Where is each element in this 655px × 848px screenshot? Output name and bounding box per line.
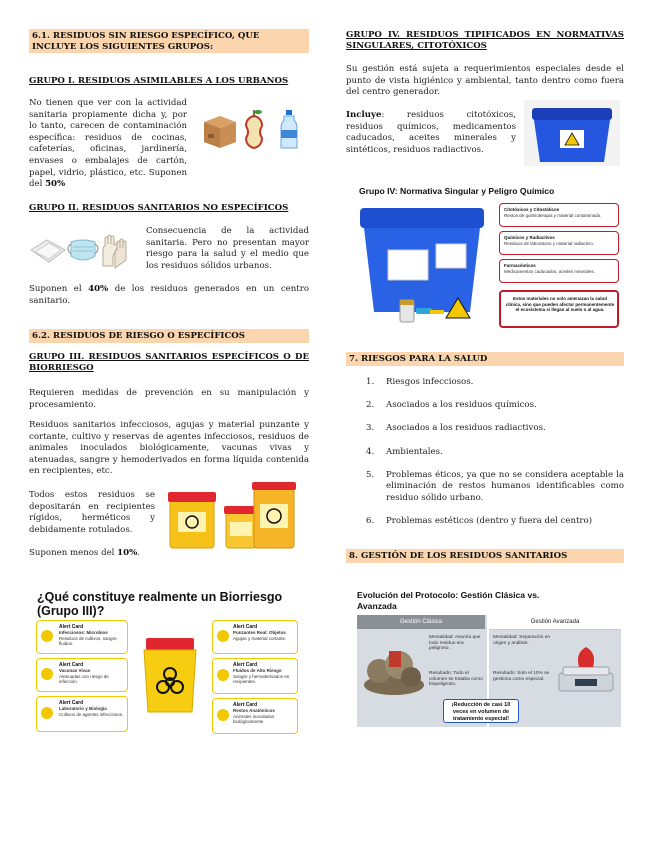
alert-card-anatomical: Alert Card Restos Anatómicos Animales inoculados biológicamente. bbox=[212, 698, 298, 734]
group-2-percentage: Suponen el 40% de los residuos generados en un centro sanitario. bbox=[29, 284, 309, 306]
advanced-result-text: Resultado: Solo el 10% se gestiona como especial. bbox=[493, 671, 550, 682]
urban-waste-illustration bbox=[200, 108, 308, 152]
group-3-description: Residuos sanitarios infecciosos, agujas y material punzante y cortante, cultivo y reservas de agentes infecciosos, residuos de animales inoculados biológicamente, vacunas vivas y atenuadas, sangre y hemoderivados en forma líquida contenida en recipientes, etc. bbox=[29, 420, 309, 477]
alert-card-fluids: Alert Card Fluidos de Alto Riesgo Sangre y hemoderivados en recipientes. bbox=[212, 658, 298, 694]
apple-core-icon bbox=[246, 110, 262, 148]
list-item: 5. Problemas éticos, ya que no se considera aceptable la eliminación de restos humanos identificables como residuo sólido urbano. bbox=[366, 469, 624, 503]
list-item: 3. Asociados a los residuos radiactivos. bbox=[366, 423, 546, 434]
biohazard-icon bbox=[41, 630, 53, 642]
needle-icon bbox=[217, 630, 229, 642]
cardboard-box-icon bbox=[204, 116, 236, 148]
group-1-title: GRUPO I. RESIDUOS ASIMILABLES A LOS URBANOS bbox=[29, 76, 289, 86]
group-3-percentage: Suponen menos del 10%. bbox=[29, 548, 140, 558]
alert-card-sharps: Alert Card Punzantes Real: Objetos Agujas y material cortante. bbox=[212, 620, 298, 654]
alert-card-vaccines: Alert Card Vacunas Vivas Atenuadas con riesgo de infección. bbox=[36, 658, 128, 692]
section-6-2-title: 6.2. RESIDUOS DE RIESGO O ESPECÍFICOS bbox=[29, 329, 309, 343]
pharmaceutical-card: Farmacéuticos Medicamentos caducados, aceites minerales. bbox=[499, 259, 619, 283]
group-4-figure-title: Grupo IV: Normativa Singular y Peligro Químico bbox=[359, 186, 555, 196]
face-mask-icon bbox=[68, 240, 98, 260]
biohazard-container-icon bbox=[252, 482, 296, 548]
section-7-title: 7. RIESGOS PARA LA SALUD bbox=[346, 352, 624, 366]
group-4-includes: Incluye: residuos citotóxicos, residuos químicos, medicamentos caducados, aceites minerales y sintéticos, residuos radiactivos. bbox=[346, 110, 516, 155]
group-2-text: Consecuencia de la actividad sanitaria. Pero no presentan mayor riesgo para la salud y el medio que los residuos sólidos urbanos. bbox=[146, 226, 309, 271]
sharps-containers-illustration bbox=[166, 478, 300, 552]
biohazard-infographic bbox=[37, 590, 297, 618]
group-3-containers-text: Todos estos residuos se depositarán en recipientes rígidos, herméticos y debidamente rotulados. bbox=[29, 490, 155, 535]
group-2-title: GRUPO II. RESIDUOS SANITARIOS NO ESPECÍFICOS bbox=[29, 203, 289, 213]
section-6-1-title: 6.1. RESIDUOS SIN RIESGO ESPECÍFICO, QUE INCLUYE LOS SIGUIENTES GRUPOS: bbox=[29, 29, 309, 53]
biohazard-container-icon bbox=[168, 492, 216, 548]
environment-warning-card: Estos materiales no solo amenazan la salud clínica, sino que pueden afectar permanentemente el ecosistema si llegan al suelo o al agua. bbox=[499, 290, 619, 328]
biohazard-bin-illustration bbox=[138, 636, 202, 716]
non-specific-waste-illustration bbox=[29, 228, 133, 272]
classic-management-header: Gestión Clásica bbox=[357, 615, 485, 629]
gauze-icon bbox=[31, 240, 65, 262]
list-item: 4. Ambientales. bbox=[366, 446, 443, 457]
paw-icon bbox=[217, 709, 229, 721]
classic-mentality-text: Mentalidad: Asumía que todo residuo era peligroso. bbox=[429, 635, 481, 651]
advanced-mentality-text: Mentalidad: Separación en origen y análisis. bbox=[493, 635, 551, 646]
list-item: 6. Problemas estéticos (dentro y fuera del centro) bbox=[366, 516, 593, 527]
reduction-callout: ¡Reducción de casi 10 veces en volumen de tratamiento especial! bbox=[443, 699, 519, 723]
blood-drop-icon bbox=[217, 669, 229, 681]
group-3-title: GRUPO III. RESIDUOS SANITARIOS ESPECÍFICOS O DE BIORRIESGO bbox=[29, 352, 309, 373]
gloves-icon bbox=[103, 235, 126, 268]
list-item: 2. Asociados a los residuos químicos. bbox=[366, 400, 537, 411]
advanced-management-header: Gestión Avanzada bbox=[489, 615, 621, 630]
cytotoxic-bin-photo bbox=[524, 100, 620, 166]
chemical-bin-illustration bbox=[354, 200, 490, 332]
chemical-radioactive-card: Químicos y Radiactivos Residuos de laboratorio y material radiactivo. bbox=[499, 231, 619, 255]
group-3-intro: Requieren medidas de prevención en su manipulación y procesamiento. bbox=[29, 388, 309, 410]
infographic-title: ¿Qué constituye realmente un Biorriesgo (Grupo III)? bbox=[37, 590, 283, 618]
flask-icon bbox=[41, 707, 53, 719]
group-1-text: No tienen que ver con la actividad sanitaria propiamente dicha y, por lo tanto, carecen de contaminación específica: residuos de cocinas, cafeterías, oficinas, jardinería, envases o embalajes de cartón, papel, vidrio, plástico, etc. Suponen del 50% bbox=[29, 98, 187, 190]
biohazard-container-icon bbox=[224, 506, 258, 548]
scale-icon bbox=[555, 633, 617, 697]
group-4-title: GRUPO IV. RESIDUOS TIPIFICADOS EN NORMATIVAS SINGULARES, CITOTÓXICOS bbox=[346, 30, 624, 51]
alert-card-infectious: Alert Card Infecciosos: Microbios Residuos de cultivos, sangre, fluidos. bbox=[36, 620, 128, 654]
group-4-text: Su gestión está sujeta a requerimientos especiales desde el punto de vista higiénico y ambiental, tanto dentro como fuera del centro generador. bbox=[346, 64, 624, 98]
section-8-title: 8. GESTIÓN DE LOS RESIDUOS SANITARIOS bbox=[346, 549, 624, 563]
health-risks-list bbox=[346, 377, 624, 539]
waste-pile-icon bbox=[361, 633, 427, 697]
protocol-comparison bbox=[357, 615, 621, 727]
alert-card-laboratory: Alert Card Laboratorio y Biología Cultivos de agentes infecciosos. bbox=[36, 696, 128, 732]
classic-result-text: Resultado: Todo el volumen se trataba como biopeligroso. bbox=[429, 671, 483, 687]
list-item: 1. Riesgos infecciosos. bbox=[366, 377, 474, 387]
cytotoxic-card: Citotóxicos y Citostáticos Restos de quimioterapia y material contaminado. bbox=[499, 203, 619, 227]
protocol-title: Evolución del Protocolo: Gestión Clásica vs. Avanzada bbox=[357, 590, 540, 611]
syringe-icon bbox=[41, 668, 53, 680]
plastic-bottle-icon bbox=[281, 110, 297, 148]
